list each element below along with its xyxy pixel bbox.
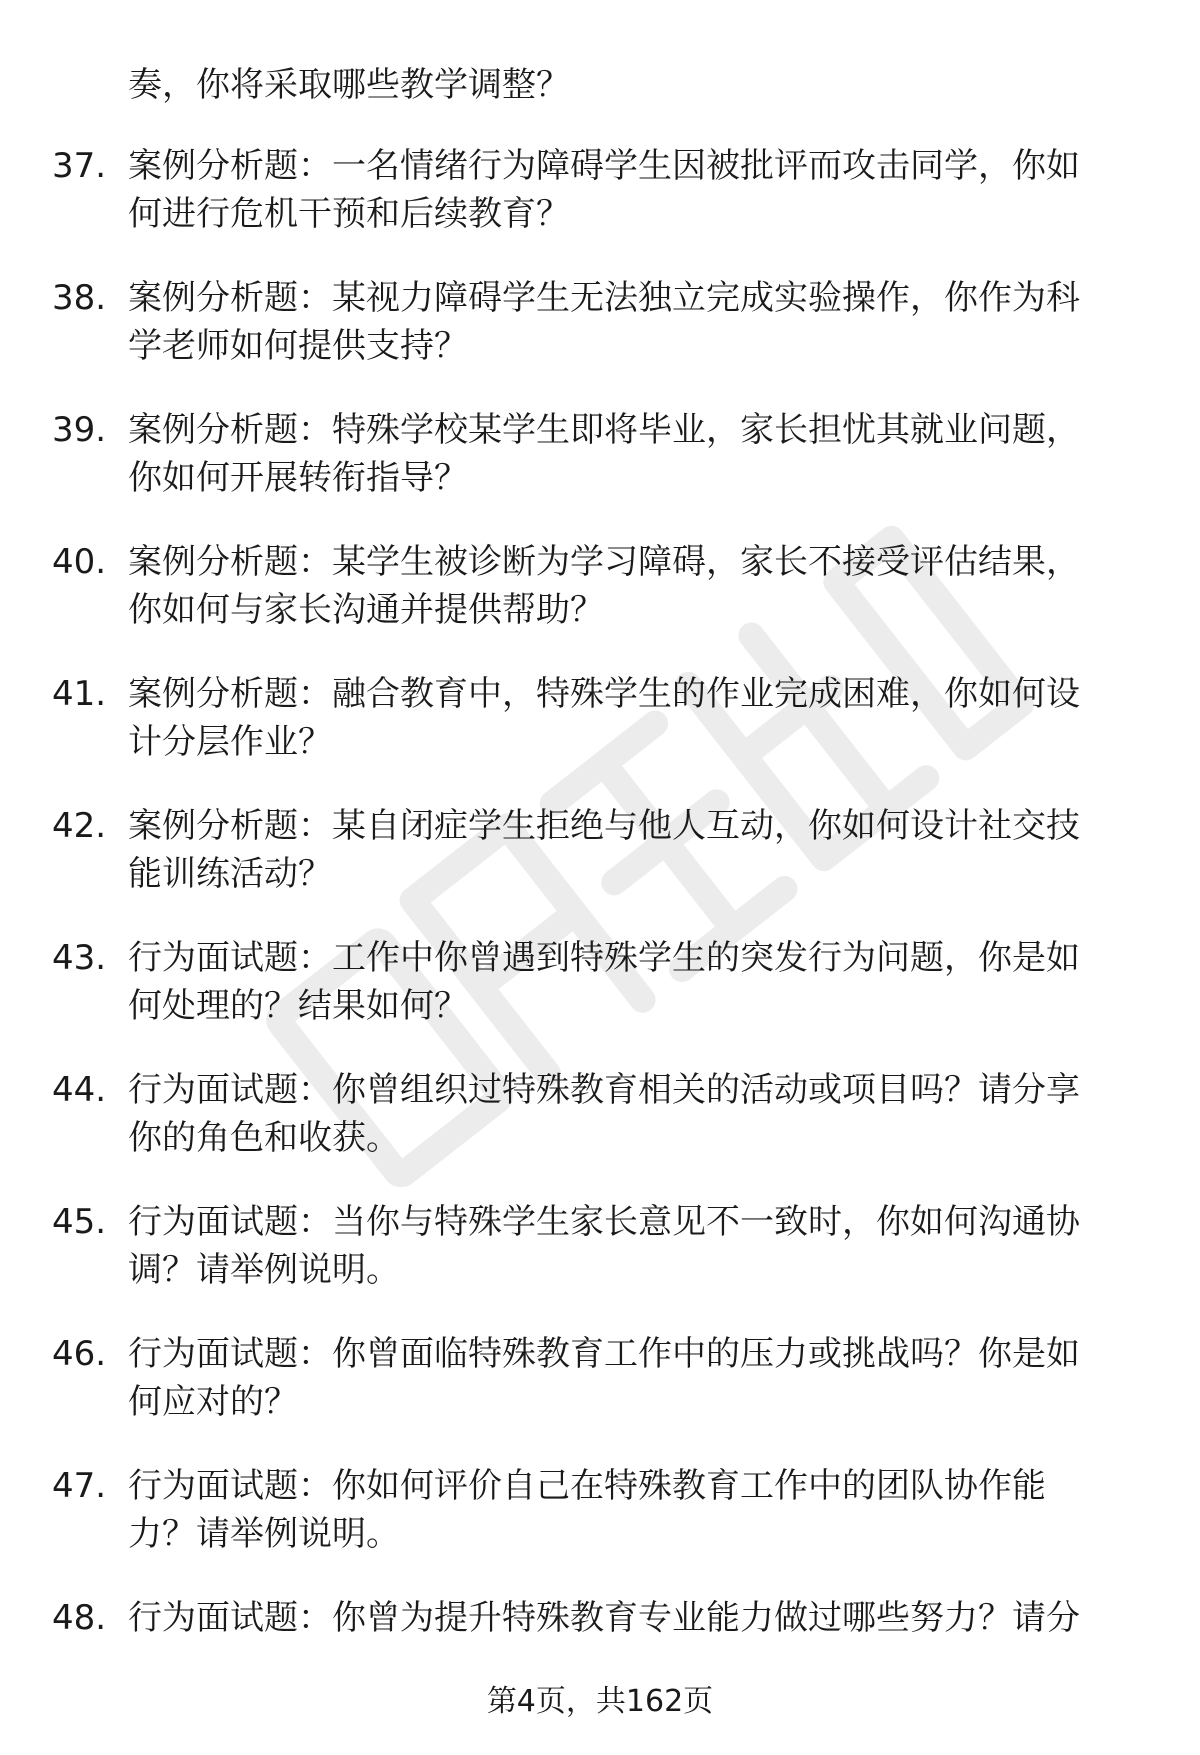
question-text-line: 案例分析题：某自闭症学生拒绝与他人互动，你如何设计社交技 [128, 806, 1080, 846]
question-number: 42. [52, 806, 107, 846]
question-number: 47. [52, 1466, 107, 1506]
question-text-line: 行为面试题：工作中你曾遇到特殊学生的突发行为问题，你是如 [128, 938, 1080, 978]
question-item [0, 270, 1200, 402]
question-text-line: 案例分析题：一名情绪行为障碍学生因被批评而攻击同学，你如 [128, 146, 1080, 186]
question-text-line: 力？请举例说明。 [128, 1514, 400, 1554]
question-text-line: 行为面试题：你曾面临特殊教育工作中的压力或挑战吗？你是如 [128, 1334, 1080, 1374]
question-number: 46. [52, 1334, 107, 1374]
question-number: 37. [52, 146, 107, 186]
question-item [0, 402, 1200, 534]
question-item [0, 1326, 1200, 1458]
question-number: 41. [52, 674, 107, 714]
question-text-line: 你如何开展转衔指导？ [128, 458, 468, 498]
question-number: 43. [52, 938, 107, 978]
question-text-line: 案例分析题：某学生被诊断为学习障碍，家长不接受评估结果， [128, 542, 1080, 582]
question-text-line: 行为面试题：当你与特殊学生家长意见不一致时，你如何沟通协 [128, 1202, 1080, 1242]
question-number: 44. [52, 1070, 107, 1110]
question-text-line: 计分层作业？ [128, 722, 332, 762]
question-text-line: 何处理的？结果如何？ [128, 986, 468, 1026]
question-item [0, 1062, 1200, 1194]
question-text-line: 能训练活动？ [128, 854, 332, 894]
question-text-line: 你的角色和收获。 [128, 1118, 400, 1158]
question-list [0, 138, 1200, 1722]
question-number: 45. [52, 1202, 107, 1242]
continued-question-text: 奏，你将采取哪些教学调整？ [128, 65, 570, 105]
question-number: 48. [52, 1598, 107, 1638]
question-text-line: 案例分析题：特殊学校某学生即将毕业，家长担忧其就业问题， [128, 410, 1080, 450]
question-text-line: 调？请举例说明。 [128, 1250, 400, 1290]
question-text-line: 你如何与家长沟通并提供帮助？ [128, 590, 604, 630]
question-item [0, 666, 1200, 798]
question-item [0, 798, 1200, 930]
question-text-line: 案例分析题：融合教育中，特殊学生的作业完成困难，你如何设 [128, 674, 1080, 714]
question-number: 38. [52, 278, 107, 318]
question-item [0, 1458, 1200, 1590]
question-text-line: 学老师如何提供支持？ [128, 326, 468, 366]
question-text-line: 行为面试题：你曾为提升特殊教育专业能力做过哪些努力？请分 [128, 1598, 1080, 1638]
question-number: 40. [52, 542, 107, 582]
question-text-line: 案例分析题：某视力障碍学生无法独立完成实验操作，你作为科 [128, 278, 1080, 318]
question-item [0, 1194, 1200, 1326]
question-item [0, 930, 1200, 1062]
question-text-line: 行为面试题：你曾组织过特殊教育相关的活动或项目吗？请分享 [128, 1070, 1080, 1110]
question-item [0, 138, 1200, 270]
page-footer: 第4页，共162页 [486, 1684, 714, 1719]
question-item [0, 534, 1200, 666]
question-text-line: 行为面试题：你如何评价自己在特殊教育工作中的团队协作能 [128, 1466, 1046, 1506]
question-text-line: 何进行危机干预和后续教育？ [128, 194, 570, 234]
question-text-line: 何应对的？ [128, 1382, 298, 1422]
question-number: 39. [52, 410, 107, 450]
